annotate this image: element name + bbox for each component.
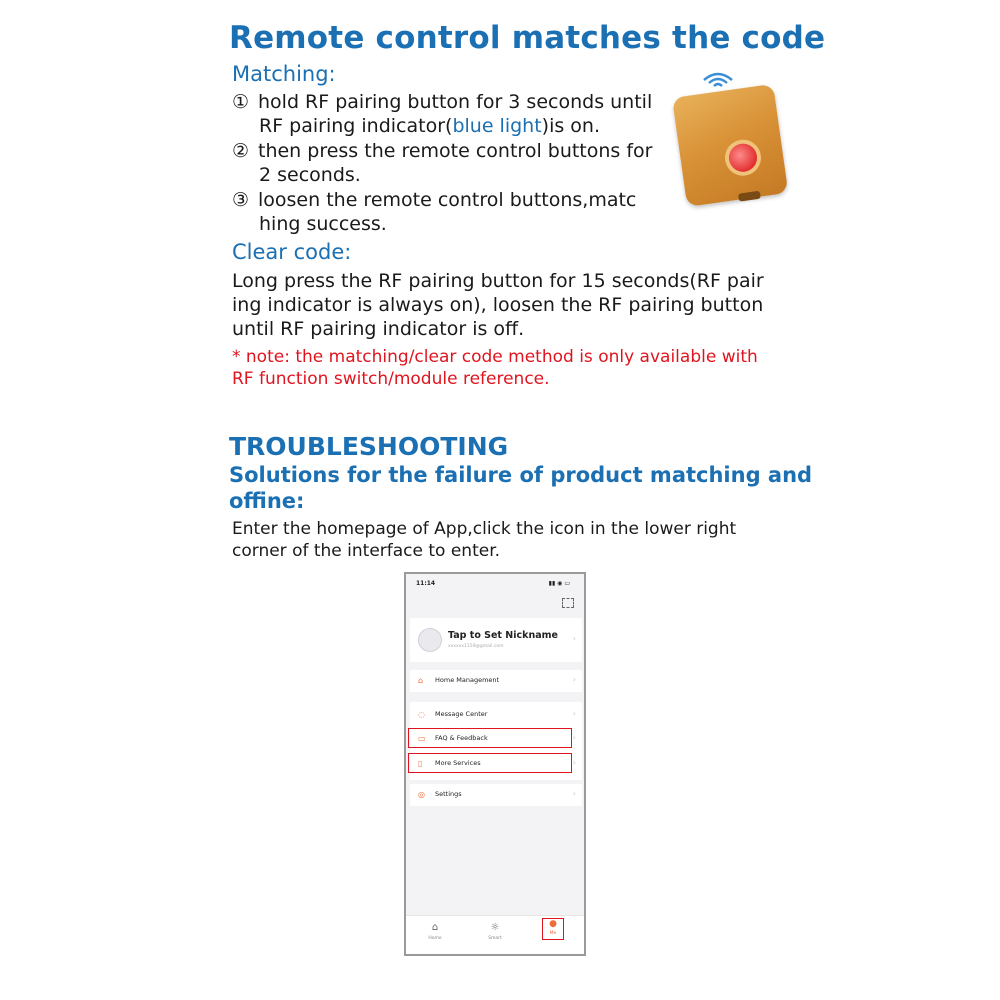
profile-card[interactable] bbox=[410, 618, 582, 662]
tab-smart[interactable] bbox=[480, 922, 510, 941]
step-text: then press the remote control buttons for bbox=[258, 140, 653, 162]
menu-item-label: Message Center bbox=[435, 710, 488, 718]
step-text: hing success. bbox=[259, 213, 387, 235]
bookmark-icon: ▯ bbox=[418, 759, 423, 768]
avatar[interactable] bbox=[418, 628, 442, 652]
note-text bbox=[232, 346, 758, 390]
clear-code-line: ing indicator is always on), loosen the RF pairing button bbox=[232, 294, 764, 316]
note-line: RF function switch/module reference. bbox=[232, 369, 550, 389]
highlight-more-services-box bbox=[408, 753, 572, 773]
step-text: RF pairing indicator( bbox=[259, 115, 453, 137]
troubleshooting-text bbox=[232, 518, 736, 562]
step-number: ② bbox=[232, 140, 250, 162]
step-number: ③ bbox=[232, 189, 250, 211]
chevron-right-icon: › bbox=[572, 789, 576, 798]
clear-code-line: until RF pairing indicator is off. bbox=[232, 318, 525, 340]
smart-tab-icon: ☼ bbox=[490, 922, 500, 933]
troubleshooting-line: Enter the homepage of App,click the icon in the lower right bbox=[232, 519, 737, 539]
app-screenshot bbox=[404, 572, 586, 956]
chevron-right-icon: › bbox=[572, 709, 576, 718]
step-text: loosen the remote control buttons,matc bbox=[258, 189, 637, 211]
note-line: * note: the matching/clear code method is only available with bbox=[232, 347, 758, 367]
tab-label: Home bbox=[428, 936, 442, 941]
menu-item-home-management[interactable] bbox=[410, 670, 582, 692]
menu-group-settings bbox=[410, 784, 582, 806]
matching-heading: Matching: bbox=[232, 62, 336, 86]
step-text: )is on. bbox=[541, 115, 601, 137]
matching-step-1 bbox=[232, 90, 652, 138]
menu-item-settings[interactable] bbox=[410, 784, 582, 806]
subheading-line: Solutions for the failure of product matching and bbox=[229, 463, 813, 487]
menu-item-label: Home Management bbox=[435, 676, 500, 684]
menu-item-label: FAQ & Feedback bbox=[435, 734, 488, 742]
clear-code-heading: Clear code: bbox=[232, 240, 352, 264]
matching-step-3 bbox=[232, 188, 636, 236]
tab-home[interactable] bbox=[420, 922, 450, 941]
clear-code-text bbox=[232, 269, 764, 341]
troubleshooting-subheading bbox=[229, 462, 812, 514]
home-icon: ⌂ bbox=[418, 676, 424, 685]
tab-me[interactable] bbox=[542, 918, 564, 940]
menu-item-label: Settings bbox=[435, 790, 462, 798]
tab-label: Smart bbox=[488, 936, 502, 941]
chevron-right-icon: › bbox=[572, 733, 576, 742]
remote-body bbox=[672, 84, 788, 207]
troubleshooting-heading: TROUBLESHOOTING bbox=[229, 432, 509, 461]
highlight-faq-box bbox=[408, 728, 572, 748]
message-icon: ◌ bbox=[418, 710, 425, 719]
email-label: xxxxxx1150@gmail.com bbox=[448, 644, 504, 649]
step-text: hold RF pairing button for 3 seconds until bbox=[258, 91, 653, 113]
chevron-right-icon: › bbox=[572, 675, 576, 684]
matching-step-2 bbox=[232, 139, 653, 187]
remote-keyring-slot bbox=[738, 191, 761, 202]
page-title: Remote control matches the code bbox=[229, 20, 826, 56]
step-number: ① bbox=[232, 91, 250, 113]
troubleshooting-line: corner of the interface to enter. bbox=[232, 541, 501, 561]
status-time: 11:14 bbox=[416, 580, 436, 587]
settings-icon: ◎ bbox=[418, 790, 425, 799]
subheading-line: offine: bbox=[229, 489, 305, 513]
scan-icon[interactable] bbox=[562, 598, 574, 608]
faq-icon: ▭ bbox=[418, 734, 426, 743]
home-tab-icon: ⌂ bbox=[431, 922, 439, 933]
status-icons: ▮▮ ◉ ▭ bbox=[548, 580, 570, 587]
remote-control-image bbox=[660, 68, 780, 218]
chevron-right-icon: › bbox=[572, 758, 576, 767]
tab-bar bbox=[406, 915, 584, 954]
menu-group-home bbox=[410, 670, 582, 692]
me-tab-icon: ● bbox=[549, 919, 557, 929]
signal-icon bbox=[698, 68, 738, 88]
remote-button bbox=[727, 142, 759, 174]
clear-code-line: Long press the RF pairing button for 15 seconds(RF pair bbox=[232, 270, 764, 292]
menu-item-label: More Services bbox=[435, 759, 481, 767]
tab-label: Me bbox=[549, 931, 557, 936]
nickname-label[interactable]: Tap to Set Nickname bbox=[448, 630, 558, 641]
blue-light-text: blue light bbox=[452, 115, 542, 137]
menu-item-message-center[interactable] bbox=[410, 704, 582, 726]
step-text: 2 seconds. bbox=[259, 164, 361, 186]
chevron-right-icon: › bbox=[572, 634, 576, 643]
